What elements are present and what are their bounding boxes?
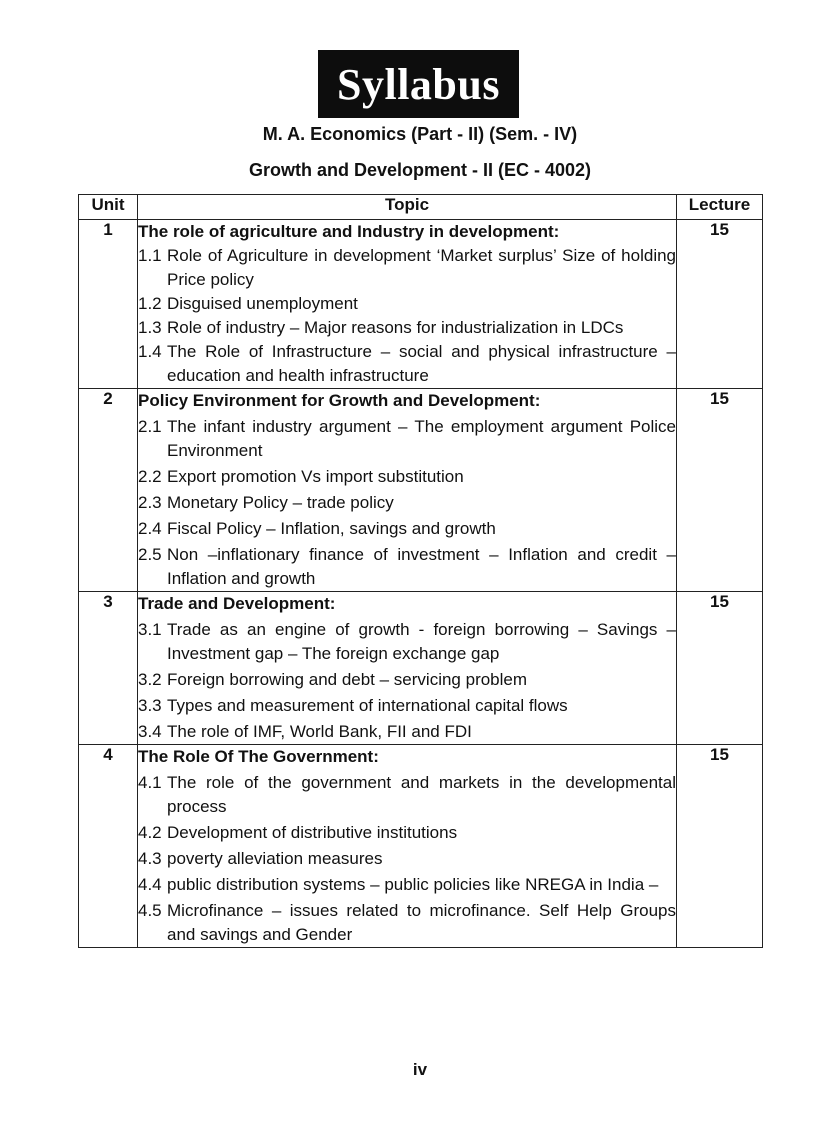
item-text: poverty alleviation measures [167, 849, 383, 868]
unit-title: The role of agriculture and Industry in development: [138, 222, 560, 241]
list-item [138, 694, 676, 718]
topic-cell [138, 745, 677, 948]
item-text: Export promotion Vs import substitution [167, 467, 464, 486]
unit-number: 3 [79, 592, 138, 745]
unit-number: 1 [79, 220, 138, 389]
item-text: The Role of Infrastructure – social and physical infrastructure – education and health infrastructure [167, 342, 676, 385]
header-unit: Unit [79, 195, 138, 220]
table-row [79, 592, 763, 745]
list-item [138, 873, 676, 897]
list-item [138, 517, 676, 541]
list-item [138, 821, 676, 845]
unit-number: 2 [79, 389, 138, 592]
list-item [138, 847, 676, 871]
item-number: 4.3 [138, 849, 162, 868]
item-text: Monetary Policy – trade policy [167, 493, 394, 512]
list-item [138, 415, 676, 463]
item-number: 2.3 [138, 493, 162, 512]
syllabus-banner [318, 50, 519, 118]
table-row [79, 220, 763, 389]
list-item [138, 720, 676, 744]
item-number: 1.1 [138, 246, 162, 265]
lecture-count: 15 [677, 745, 763, 948]
lecture-count: 15 [677, 220, 763, 389]
item-number: 4.2 [138, 823, 162, 842]
item-number: 1.4 [138, 342, 162, 361]
paper-heading: Growth and Development - II (EC - 4002) [248, 160, 592, 180]
list-item [138, 618, 676, 666]
list-item [138, 668, 676, 692]
item-number: 1.2 [138, 294, 162, 313]
list-item [138, 899, 676, 947]
table-row [79, 745, 763, 948]
item-text: Foreign borrowing and debt – servicing problem [167, 670, 528, 689]
item-text: Trade as an engine of growth - foreign borrowing – Savings –Investment gap – The foreign exchange gap [167, 620, 676, 663]
item-text: The role of the government and markets in the developmental process [167, 773, 676, 816]
course-heading: M. A. Economics (Part - II) (Sem. - IV) [262, 124, 578, 144]
item-number: 3.1 [138, 620, 162, 639]
item-number: 4.1 [138, 773, 162, 792]
topic-cell [138, 592, 677, 745]
header-topic: Topic [138, 195, 677, 220]
table-row [79, 389, 763, 592]
lecture-count: 15 [677, 389, 763, 592]
item-text: Development of distributive institutions [167, 823, 458, 842]
item-text: The role of IMF, World Bank, FII and FDI [167, 722, 472, 741]
item-number: 2.5 [138, 545, 162, 564]
item-number: 3.2 [138, 670, 162, 689]
unit-title: Policy Environment for Growth and Development: [138, 391, 541, 410]
item-number: 4.4 [138, 875, 162, 894]
item-number: 1.3 [138, 318, 162, 337]
item-number: 4.5 [138, 901, 162, 920]
unit-title: Trade and Development: [138, 594, 336, 613]
topic-cell [138, 389, 677, 592]
header-lecture: Lecture [677, 195, 763, 220]
unit-number: 4 [79, 745, 138, 948]
table-header-row [79, 195, 763, 220]
item-text: Microfinance – issues related to microfinance. Self Help Groups and savings and Gender [167, 901, 676, 944]
item-text: Types and measurement of international capital flows [167, 696, 568, 715]
list-item [138, 491, 676, 515]
list-item [138, 340, 676, 388]
banner-title: Syllabus [337, 59, 500, 109]
item-text: public distribution systems – public policies like NREGA in India – [167, 875, 659, 894]
item-text: Disguised unemployment [167, 294, 358, 313]
item-number: 2.1 [138, 417, 162, 436]
list-item [138, 465, 676, 489]
item-number: 3.3 [138, 696, 162, 715]
syllabus-table [78, 194, 763, 948]
lecture-count: 15 [677, 592, 763, 745]
list-item [138, 771, 676, 819]
list-item [138, 543, 676, 591]
page-number: iv [412, 1060, 428, 1079]
item-number: 2.2 [138, 467, 162, 486]
item-text: The infant industry argument – The employment argument Police Environment [167, 417, 676, 460]
list-item [138, 244, 676, 292]
item-text: Fiscal Policy – Inflation, savings and growth [167, 519, 496, 538]
unit-title: The Role Of The Government: [138, 747, 379, 766]
item-text: Role of Agriculture in development ‘Market surplus’ Size of holding Price policy [167, 246, 676, 289]
list-item [138, 292, 676, 316]
topic-cell [138, 220, 677, 389]
item-text: Non –inflationary finance of investment – Inflation and credit –Inflation and growth [167, 545, 676, 588]
item-number: 3.4 [138, 722, 162, 741]
item-text: Role of industry – Major reasons for industrialization in LDCs [167, 318, 624, 337]
item-number: 2.4 [138, 519, 162, 538]
list-item [138, 316, 676, 340]
